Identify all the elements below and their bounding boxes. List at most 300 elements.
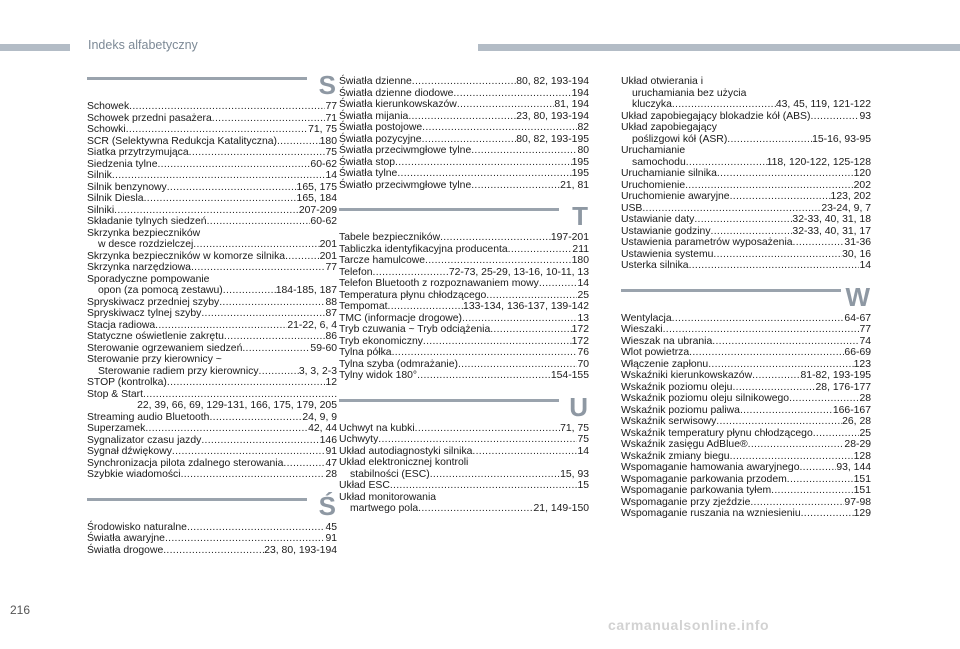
- entry-row: [87, 308, 337, 320]
- entry-leader-dots: [155, 320, 287, 332]
- entry-pages: 21, 81: [560, 179, 589, 191]
- entry-term: Skrzynka narzędziowa: [87, 262, 191, 273]
- entry-leader-dots: [471, 180, 560, 192]
- header-bar-left: [0, 44, 70, 51]
- entry-heading: Uruchamianie: [621, 145, 686, 156]
- entry-leader-dots: [686, 157, 767, 169]
- entry-pages: 180: [319, 135, 337, 147]
- entry-leader-dots: [126, 124, 308, 136]
- entry-pages: 166-167: [832, 404, 871, 416]
- entry-row: [87, 262, 337, 274]
- entry-leader-dots: [219, 297, 325, 309]
- entry-leader-dots: [418, 503, 533, 515]
- entry-leader-dots: [539, 278, 578, 290]
- entry-leader-dots: [242, 343, 310, 355]
- entry-leader-dots: [717, 168, 854, 180]
- index-column-1: [87, 70, 337, 556]
- entry-row: [621, 157, 871, 169]
- entry-pages: 14: [577, 445, 589, 457]
- entry-pages: 172: [571, 324, 589, 335]
- entry-pages: 14: [577, 278, 589, 289]
- index-entry: [87, 113, 337, 125]
- entry-row: [621, 474, 871, 486]
- index-entry: [621, 191, 871, 203]
- section-rule: [87, 77, 307, 80]
- index-entry: [621, 416, 871, 428]
- entry-term: Uruchamianie silnika: [621, 168, 717, 179]
- entry-term: Silnik Diesla: [87, 193, 144, 204]
- entry-term: w desce rozdzielczej: [98, 239, 194, 250]
- entry-term: Tryb ekonomiczny: [339, 335, 423, 347]
- index-entry: [87, 522, 337, 534]
- entry-pages: 87: [325, 308, 337, 319]
- index-entry: [621, 260, 871, 272]
- entry-row: [621, 99, 871, 111]
- entry-row: [621, 497, 871, 509]
- index-entry: [339, 434, 589, 446]
- entry-pages: 80, 82, 193-194: [516, 76, 589, 87]
- entry-row: [621, 226, 871, 238]
- index-entry: [87, 274, 337, 297]
- entry-heading: Układ otwierania i: [621, 76, 704, 87]
- entry-term: Wskaźnik poziomu oleju: [621, 381, 733, 393]
- entry-pages: 45: [325, 521, 337, 533]
- entry-term: Streaming audio Bluetooth: [87, 411, 210, 423]
- entry-heading: Sporadyczne pompowanie: [87, 273, 210, 285]
- entry-row: [339, 278, 589, 290]
- entry-pages: 80: [577, 145, 589, 156]
- section-header: [339, 391, 589, 422]
- entry-pages: 71: [325, 112, 337, 124]
- entry-leader-dots: [490, 324, 571, 336]
- index-entry: [87, 343, 337, 355]
- entry-term: Tabele bezpieczników: [339, 232, 441, 243]
- entry-term: SCR (Selektywna Redukcja Katalityczna): [87, 135, 277, 147]
- entry-leader-dots: [689, 347, 844, 359]
- entry-pages: 60-62: [310, 158, 337, 170]
- entry-term: Schowek: [87, 101, 130, 112]
- index-entry: [621, 145, 871, 168]
- entry-term: poślizgowi kół (ASR): [632, 133, 728, 145]
- entry-pages: 118, 120-122, 125-128: [766, 156, 871, 168]
- entry-pages: 43, 45, 119, 121-122: [775, 99, 871, 110]
- entry-leader-dots: [672, 313, 845, 325]
- entry-term: Statyczne oświetlenie zakrętu: [87, 331, 224, 342]
- entry-heading: Sterowanie przy kierownicy ~: [87, 354, 222, 365]
- entry-row: [621, 203, 871, 215]
- entry-pages: 128: [853, 450, 871, 462]
- entry-pages: 31-36: [844, 237, 871, 248]
- entry-term: Ustawianie godziny: [621, 225, 711, 237]
- entry-term: Wskaźnik zmiany biegu: [621, 450, 730, 462]
- index-entry: [339, 336, 589, 348]
- entry-row: [339, 99, 589, 111]
- index-entry: [87, 377, 337, 389]
- entry-term: Wspomaganie hamowania awaryjnego: [621, 462, 800, 473]
- entry-leader-dots: [462, 313, 577, 325]
- index-entry: [87, 435, 337, 447]
- entry-term: Układ autodiagnostyki silnika: [339, 445, 473, 457]
- entry-pages: 60-62: [310, 216, 337, 227]
- entry-pages: 59-60: [310, 342, 337, 354]
- entry-term: Światła przeciwmgłowe tylne: [339, 145, 472, 156]
- index-entry: [621, 359, 871, 371]
- entry-leader-dots: [813, 428, 860, 440]
- section-letter: U: [569, 391, 588, 422]
- entry-pages: 25: [859, 427, 871, 439]
- index-entry: [339, 290, 589, 302]
- entry-row: [621, 405, 871, 417]
- entry-leader-dots: [408, 111, 516, 123]
- entry-term: STOP (kontrolka): [87, 377, 167, 388]
- entry-pages: 23, 80, 193-194: [516, 110, 589, 122]
- entry-pages: 197-201: [550, 232, 589, 243]
- index-entry: [339, 122, 589, 134]
- entry-pages: 13: [577, 312, 589, 324]
- entry-pages: 23-24, 9, 7: [821, 202, 871, 214]
- entry-pages: 172: [571, 335, 589, 347]
- entry-row: [87, 458, 337, 470]
- entry-term: Ustawienia systemu: [621, 248, 714, 260]
- entry-row: [621, 359, 871, 371]
- index-entry: [339, 267, 589, 279]
- entry-leader-dots: [457, 99, 555, 111]
- entry-leader-dots: [689, 260, 860, 272]
- entry-leader-dots: [440, 232, 551, 244]
- index-entry: [87, 354, 337, 377]
- index-entry: [87, 423, 337, 435]
- entry-pages: 77: [325, 101, 337, 112]
- entry-pages: 72-73, 25-29, 13-16, 10-11, 13: [448, 266, 589, 278]
- entry-row: [87, 320, 337, 332]
- entry-row: [87, 193, 337, 205]
- entry-pages: 25: [577, 289, 589, 301]
- entry-term: Tylny widok 180°: [339, 370, 418, 381]
- entry-pages: 32-33, 40, 31, 18: [792, 214, 871, 225]
- index-entry: [87, 412, 337, 424]
- index-entry: [621, 313, 871, 325]
- entry-term: Światła dzienne: [339, 76, 412, 87]
- entry-leader-dots: [373, 267, 449, 279]
- entry-pages: 42, 44: [308, 423, 337, 434]
- entry-row: [87, 101, 337, 113]
- entry-row: [87, 435, 337, 447]
- entry-leader-dots: [730, 451, 854, 463]
- index-entry: [339, 180, 589, 192]
- entry-leader-dots: [472, 446, 577, 458]
- entry-row: [339, 134, 589, 146]
- entry-term: Światła drogowe: [87, 544, 164, 556]
- entry-row: [339, 255, 589, 267]
- entry-term: samochodu: [632, 156, 686, 168]
- entry-term: Uruchomienie: [621, 179, 686, 191]
- entry-leader-dots: [412, 76, 516, 88]
- entry-row: [87, 522, 337, 534]
- entry-leader-dots: [801, 508, 854, 520]
- entry-leader-dots: [144, 193, 297, 205]
- section-letter: W: [845, 281, 870, 312]
- index-column-2: [339, 76, 589, 515]
- entry-pages: 66-69: [844, 347, 871, 358]
- entry-pages: 24, 9, 9: [302, 411, 337, 423]
- entry-term: Tarcze hamulcowe: [339, 255, 426, 266]
- index-entry: [621, 451, 871, 463]
- entry-term: Temperatura płynu chłodzącego: [339, 289, 487, 301]
- entry-row: [339, 157, 589, 169]
- entry-row: [621, 451, 871, 463]
- index-entry: [87, 389, 337, 412]
- entry-term: martwego pola: [350, 503, 419, 514]
- entry-term: USB: [621, 202, 643, 214]
- entry-pages: 3, 3, 2-3: [298, 365, 337, 377]
- entry-row: [87, 216, 337, 228]
- entry-row: [87, 423, 337, 435]
- entry-pages: 91: [325, 446, 337, 457]
- page-number: 216: [10, 603, 31, 617]
- entry-leader-dots: [390, 480, 578, 492]
- entry-row: [621, 462, 871, 474]
- entry-leader-dots: [453, 88, 571, 100]
- entry-leader-dots: [397, 168, 571, 180]
- entry-leader-dots: [181, 469, 326, 481]
- index-entry: [339, 347, 589, 359]
- entry-term: Układ ESC: [339, 480, 390, 491]
- entry-row: [339, 423, 589, 435]
- entry-pages: 151: [853, 473, 871, 485]
- entry-row: [621, 485, 871, 497]
- entry-pages: 81, 194: [554, 99, 589, 110]
- index-entry: [87, 205, 337, 217]
- entry-term: Spryskiwacz przedniej szyby: [87, 296, 220, 308]
- index-entry: [339, 324, 589, 336]
- section-header: [87, 70, 337, 100]
- entry-term: Silnik benzynowy: [87, 181, 167, 193]
- entry-term: stabilności (ESC): [350, 468, 430, 480]
- entry-pages: 194: [571, 87, 589, 99]
- entry-row: [339, 446, 589, 458]
- section-header: [87, 490, 337, 521]
- entry-pages: 146: [319, 434, 337, 446]
- entry-term: Uruchomienie awaryjne: [621, 191, 730, 202]
- entry-term: TMC (informacje drogowe): [339, 312, 462, 324]
- entry-row: [621, 313, 871, 325]
- entry-term: Składanie tylnych siedzeń: [87, 216, 207, 227]
- entry-term: Wskaźnik zasięgu AdBlue®: [621, 439, 748, 450]
- entry-leader-dots: [716, 416, 842, 428]
- entry-pages: 77: [325, 262, 337, 273]
- entry-leader-dots: [395, 157, 572, 169]
- entry-leader-dots: [713, 249, 842, 261]
- entry-row: [339, 503, 589, 515]
- entry-term: Ustawienia parametrów wyposażenia: [621, 237, 793, 248]
- entry-leader-dots: [752, 370, 800, 382]
- entry-term: Włączenie zapłonu: [621, 358, 709, 370]
- entry-row: [339, 168, 589, 180]
- index-entry: [87, 228, 337, 251]
- entry-term: Telefon: [339, 266, 373, 278]
- entry-leader-dots: [708, 359, 853, 371]
- entry-row: [621, 260, 871, 272]
- entry-row: [621, 134, 871, 146]
- index-entry: [621, 497, 871, 509]
- index-entry: [339, 446, 589, 458]
- entry-leader-dots: [163, 545, 264, 557]
- entry-term: Sterowanie ogrzewaniem siedzeń: [87, 342, 243, 354]
- entry-pages: 26, 28: [842, 416, 871, 427]
- entry-heading: Układ monitorowania: [339, 491, 437, 503]
- entry-leader-dots: [223, 285, 276, 297]
- entry-term: Telefon Bluetooth z rozpoznawaniem mowy: [339, 278, 539, 289]
- entry-row: [87, 446, 337, 458]
- entry-heading: Układ elektronicznej kontroli: [339, 457, 469, 468]
- entry-term: Wieszak na ubrania: [621, 335, 713, 347]
- index-entry: [87, 251, 337, 263]
- entry-leader-dots: [165, 533, 325, 545]
- entry-leader-dots: [191, 262, 325, 274]
- index-entry: [339, 111, 589, 123]
- entry-leader-dots: [789, 393, 859, 405]
- entry-row: [87, 170, 337, 182]
- entry-row: [339, 370, 589, 382]
- entry-leader-dots: [209, 412, 302, 424]
- index-column-3: [621, 76, 871, 520]
- entry-pages: 75: [577, 434, 589, 445]
- entry-term: Spryskiwacz tylnej szyby: [87, 308, 202, 319]
- index-entry: [621, 76, 871, 111]
- entry-leader-dots: [112, 170, 326, 182]
- entry-term: opon (za pomocą zestawu): [98, 285, 223, 296]
- entry-leader-dots: [642, 203, 821, 215]
- entry-leader-dots: [129, 101, 325, 113]
- entry-row: [339, 88, 589, 100]
- entry-leader-dots: [712, 336, 859, 348]
- entry-row: [87, 205, 337, 217]
- header-bar-right: [478, 44, 960, 51]
- entry-leader-dots: [224, 331, 326, 343]
- index-entry: [621, 324, 871, 336]
- entry-pages: 211: [572, 243, 589, 255]
- index-entry: [621, 180, 871, 192]
- entry-leader-dots: [172, 446, 326, 458]
- entry-pages: 195: [571, 168, 589, 179]
- entry-pages: 15: [577, 480, 589, 491]
- entry-pages: 70: [577, 358, 589, 370]
- entry-term: Wskaźnik poziomu paliwa: [621, 404, 740, 416]
- entry-pages: 123, 202: [830, 191, 871, 202]
- entry-leader-dots: [422, 134, 517, 146]
- index-entry: [339, 244, 589, 256]
- entry-row: [339, 336, 589, 348]
- entry-pages: 14: [859, 260, 871, 271]
- entry-term: Tylna szyba (odmrażanie): [339, 358, 458, 370]
- entry-pages: 32-33, 40, 31, 17: [792, 225, 871, 237]
- entry-pages: 64-67: [844, 312, 871, 324]
- entry-leader-dots: [417, 370, 551, 382]
- section-letter: T: [572, 201, 588, 231]
- entry-leader-dots: [425, 255, 572, 267]
- entry-row: [87, 251, 337, 263]
- index-entry: [87, 458, 337, 470]
- index-entry: [621, 382, 871, 394]
- entry-term: Światła postojowe: [339, 122, 423, 133]
- entry-leader-dots: [787, 474, 854, 486]
- entry-term: Usterka silnika: [621, 260, 689, 271]
- entry-row: [87, 285, 337, 297]
- index-entry: [87, 331, 337, 343]
- entry-pages: 91: [325, 533, 337, 544]
- entry-row: [339, 145, 589, 157]
- entry-row: [621, 324, 871, 336]
- entry-pages: 133-134, 136-137, 139-142: [463, 301, 589, 312]
- entry-pages: 12: [325, 377, 337, 388]
- index-entry: [621, 214, 871, 226]
- entry-leader-dots: [672, 99, 776, 111]
- section-rule: [87, 498, 307, 501]
- entry-heading: Układ zapobiegający: [621, 122, 717, 133]
- index-entry: [339, 255, 589, 267]
- index-entry: [339, 457, 589, 480]
- entry-leader-dots: [810, 111, 859, 123]
- entry-row: [87, 389, 337, 401]
- entry-pages: 184-185, 187: [275, 285, 337, 296]
- entry-row: [87, 297, 337, 309]
- entry-term: Sygnał dźwiękowy: [87, 446, 172, 457]
- entry-pages: 28: [325, 469, 337, 480]
- index-entry: [339, 232, 589, 244]
- entry-pages: 165, 184: [296, 193, 337, 204]
- index-entry: [339, 76, 589, 88]
- entry-pages: 47: [325, 457, 337, 469]
- entry-term: Sterowanie radiem przy kierownicy: [98, 365, 259, 377]
- entry-leader-dots: [193, 239, 319, 251]
- entry-leader-dots: [458, 359, 577, 371]
- entry-term: Stacja radiowa: [87, 319, 156, 331]
- index-entry: [339, 157, 589, 169]
- entry-row: [87, 343, 337, 355]
- entry-pages: 71, 75: [560, 422, 589, 434]
- entry-pages: 81-82, 193-195: [800, 370, 871, 381]
- entry-term: Światła stop: [339, 156, 396, 168]
- index-entry: [339, 88, 589, 100]
- entry-row: [621, 249, 871, 261]
- entry-row: [87, 147, 337, 159]
- entry-pages: 207-209: [298, 204, 337, 216]
- entry-term: Układ zapobiegający blokadzie kół (ABS): [621, 110, 811, 122]
- entry-term: Środowisko naturalne: [87, 521, 187, 533]
- index-entry: [621, 168, 871, 180]
- entry-row: [621, 214, 871, 226]
- index-entry: [87, 170, 337, 182]
- entry-term: Światła pozycyjne: [339, 133, 422, 145]
- entry-row: [339, 359, 589, 371]
- entry-row: [339, 232, 589, 244]
- entry-pages: 202: [853, 179, 871, 191]
- entry-pages: 28, 176-177: [815, 381, 871, 393]
- index-entry: [621, 428, 871, 440]
- entry-row: [339, 122, 589, 134]
- index-entry: [339, 278, 589, 290]
- index-entry: [87, 147, 337, 159]
- index-entry: [339, 480, 589, 492]
- index-entry: [339, 423, 589, 435]
- index-entry: [621, 237, 871, 249]
- entry-pages: 180: [571, 255, 589, 266]
- entry-leader-dots: [486, 290, 577, 302]
- entry-pages: 86: [325, 331, 337, 342]
- entry-leader-dots: [187, 522, 326, 534]
- entry-row: [621, 428, 871, 440]
- entry-row: [339, 324, 589, 336]
